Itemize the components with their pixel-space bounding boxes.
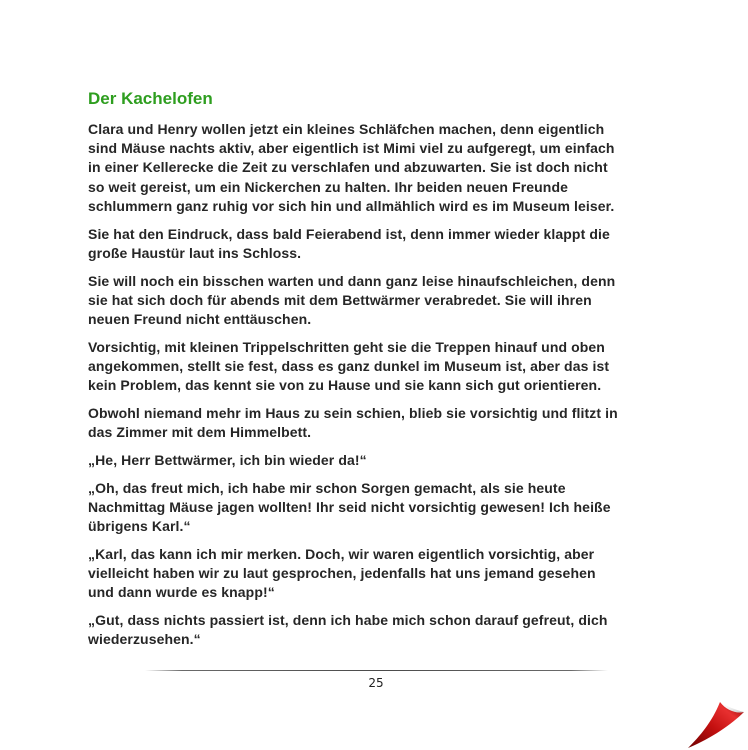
page-curl-icon[interactable] — [686, 696, 746, 750]
text-line: neuen Freund nicht enttäuschen. — [88, 311, 312, 328]
text-line: Obwohl niemand mehr im Haus zu sein schien, blieb sie vorsichtig und flitzt in — [88, 405, 618, 422]
paragraph — [88, 611, 668, 649]
text-line: Sie will noch ein bisschen warten und dann ganz leise hinaufschleichen, denn — [88, 272, 616, 289]
chapter-title: Der Kachelofen — [88, 89, 213, 108]
text-line: in einer Kellerecke die Zeit zu verschlafen und abzuwarten. Sie ist doch nicht — [88, 159, 608, 176]
text-line: große Haustür laut ins Schloss. — [88, 244, 302, 261]
text-line: „Karl, das kann ich mir merken. Doch, wir waren eigentlich vorsichtig, aber — [88, 546, 595, 563]
text-line: Sie hat den Eindruck, dass bald Feierabend ist, denn immer wieder klappt die — [88, 225, 610, 242]
text-line: „He, Herr Bettwärmer, ich bin wieder da!“ — [88, 452, 367, 469]
text-line: schlummern ganz ruhig vor sich hin und allmählich wird es im Museum leiser. — [88, 197, 615, 214]
text-line: Vorsichtig, mit kleinen Trippelschritten geht sie die Treppen hinauf und oben — [88, 338, 605, 355]
paragraph — [88, 225, 668, 263]
paragraph — [88, 272, 668, 330]
page-number: 25 — [368, 676, 384, 690]
text-line: wiederzusehen.“ — [88, 631, 201, 648]
paragraph — [88, 404, 668, 442]
footer-divider — [145, 670, 608, 671]
text-line: das Zimmer mit dem Himmelbett. — [88, 424, 312, 441]
text-line: sie hat sich doch für abends mit dem Bettwärmer verabredet. Sie will ihren — [88, 291, 592, 308]
text-line: sind Mäuse nachts aktiv, aber eigentlich ist Mimi viel zu aufgeregt, um einfach — [88, 140, 615, 157]
text-line: kein Problem, das kennt sie von zu Hause und sie kann sich gut orientieren. — [88, 377, 602, 394]
text-line: angekommen, stellt sie fest, dass es ganz dunkel im Museum ist, aber das ist — [88, 358, 610, 375]
paragraph — [88, 545, 668, 603]
text-line: „Gut, dass nichts passiert ist, denn ich habe mich schon darauf gefreut, dich — [88, 612, 608, 629]
text-line: übrigens Karl.“ — [88, 518, 191, 535]
paragraph — [88, 120, 668, 216]
text-line: vielleicht haben wir zu laut gesprochen, jedenfalls hat uns jemand gesehen — [88, 565, 596, 582]
text-line: Clara und Henry wollen jetzt ein kleines Schläfchen machen, denn eigentlich — [88, 121, 605, 137]
chapter-body — [88, 120, 668, 658]
text-line: „Oh, das freut mich, ich habe mir schon Sorgen gemacht, als sie heute — [88, 479, 566, 496]
text-line: und dann wurde es knapp!“ — [88, 584, 275, 601]
paragraph — [88, 451, 668, 470]
paragraph — [88, 338, 668, 396]
text-line: Nachmittag Mäuse jagen wollten! Ihr seid nicht vorsichtig gewesen! Ich heiße — [88, 499, 611, 516]
text-line: so weit gereist, um ein Nickerchen zu halten. Ihr beiden neuen Freunde — [88, 178, 568, 195]
paragraph — [88, 479, 668, 537]
